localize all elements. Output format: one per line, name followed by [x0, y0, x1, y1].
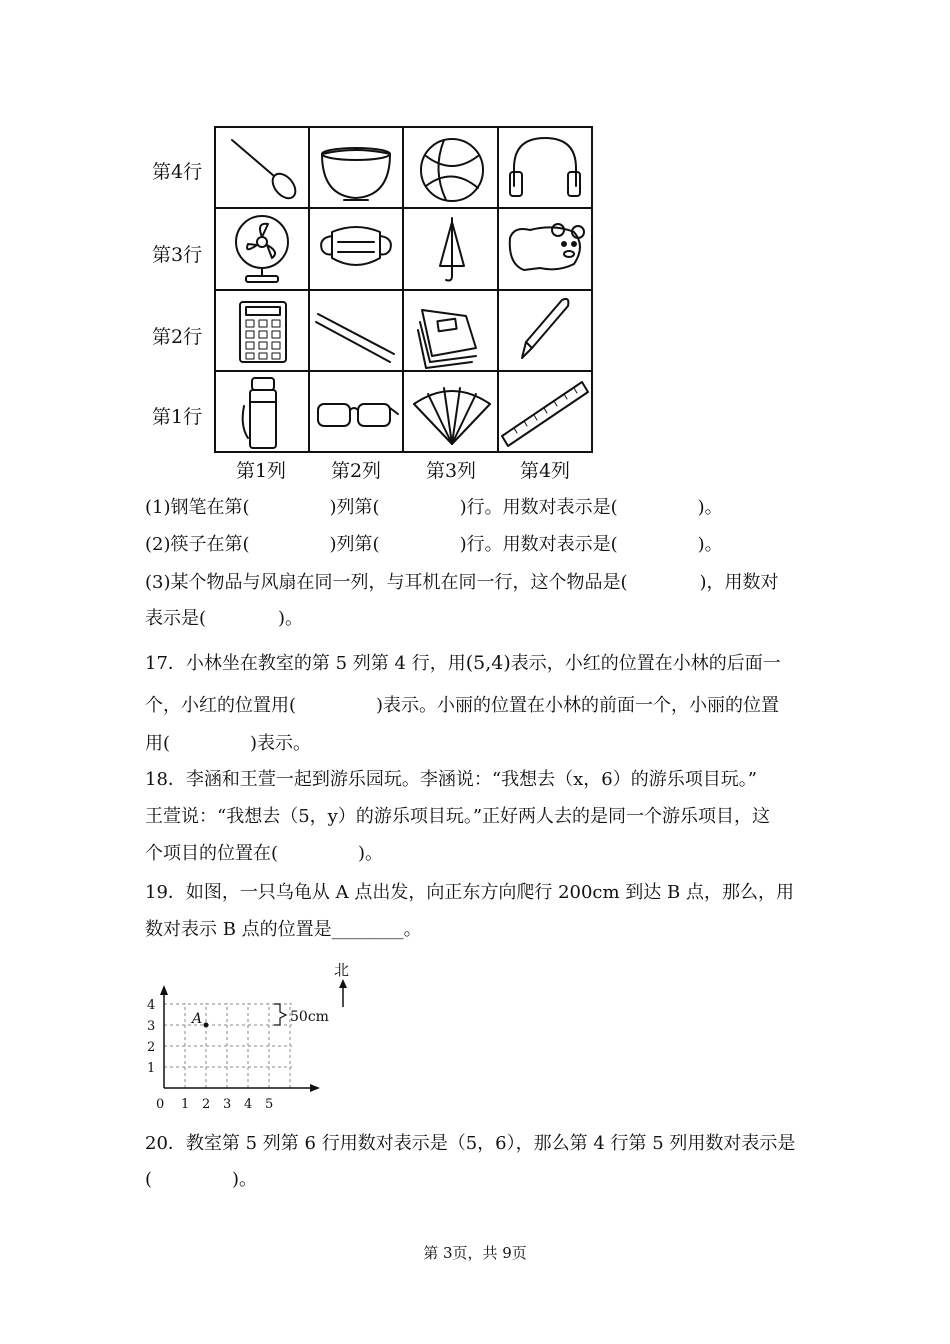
q18-line2: 王萱说：“我想去（5，y）的游乐项目玩。”正好两人去的是同一个游乐项目，这 [145, 806, 771, 827]
y-tick-label: 3 [147, 1019, 156, 1034]
folding-fan-icon [414, 388, 490, 444]
ball-icon [421, 139, 483, 201]
x-tick-label: 4 [244, 1097, 253, 1112]
row-label: 第2行 [152, 326, 203, 348]
chopsticks-icon [316, 314, 394, 362]
col-label: 第4列 [519, 460, 571, 482]
page-footer: 第 3页，共 9页 [423, 1244, 527, 1262]
bear-icon [510, 224, 584, 270]
point-a-label: A [192, 1011, 203, 1027]
q17-line2: 个，小红的位置用( )表示。小丽的位置在小林的前面一个，小丽的位置 [145, 695, 780, 716]
row-label: 第4行 [152, 161, 203, 183]
headphones-icon [510, 138, 580, 196]
y-tick-label: 4 [147, 998, 156, 1013]
coordinate-pair: (5,4) [465, 652, 511, 674]
q19-line2: 数对表示 B 点的位置是________。 [145, 919, 422, 940]
umbrella-icon [440, 218, 464, 281]
q16-part2: (2)筷子在第( )列第( )行。用数对表示是( )。 [145, 534, 723, 555]
object-grid [214, 126, 594, 454]
book-icon [418, 310, 476, 368]
col-label: 第1列 [235, 460, 287, 482]
answer-blank[interactable]: ________ [331, 919, 404, 940]
x-tick-label: 0 [156, 1097, 165, 1112]
x-tick-label: 1 [181, 1097, 190, 1112]
q16-part3-cont: 表示是( )。 [145, 608, 304, 629]
q17-line3: 用( )表示。 [145, 733, 312, 754]
scale-label: 50cm [290, 1009, 329, 1025]
calculator-icon [240, 302, 286, 362]
mask-icon [321, 227, 391, 265]
ruler-icon [502, 382, 588, 446]
q20-line1: 20．教室第 5 列第 6 行用数对表示是（5，6），那么第 4 行第 5 列用数对表示是 [145, 1133, 796, 1154]
scale-bracket [274, 1004, 286, 1025]
thermos-icon [243, 378, 276, 448]
y-tick-label: 2 [147, 1040, 156, 1055]
north-arrow-icon [339, 979, 347, 1007]
pen-icon [522, 299, 568, 358]
bowl-icon [322, 148, 390, 200]
q16-part3: (3)某个物品与风扇在同一列，与耳机在同一行，这个物品是( )，用数对 [145, 572, 779, 593]
glasses-icon [318, 404, 398, 426]
row-label: 第1行 [152, 406, 203, 428]
x-tick-label: 3 [223, 1097, 232, 1112]
q20-line2: ( )。 [145, 1169, 258, 1190]
point-a [204, 1023, 209, 1028]
q19-line1: 19．如图，一只乌龟从 A 点出发，向正东方向爬行 200cm 到达 B 点，那么，用 [145, 882, 794, 903]
x-tick-label: 5 [265, 1097, 274, 1112]
q18-line3: 个项目的位置在( )。 [145, 843, 384, 864]
col-label: 第2列 [330, 460, 382, 482]
q18-line1: 18．李涵和王萱一起到游乐园玩。李涵说：“我想去（x，6）的游乐项目玩。” [145, 769, 757, 790]
row-label: 第3行 [152, 244, 203, 266]
q17-line1: 17．小林坐在教室的第 5 列第 4 行，用(5,4)表示，小红的位置在小林的后面一 [145, 652, 781, 674]
q19-coordinate-figure [140, 955, 350, 1120]
col-label: 第3列 [425, 460, 477, 482]
north-label: 北 [334, 961, 350, 979]
q16-part1: (1)钢笔在第( )列第( )行。用数对表示是( )。 [145, 497, 723, 518]
fan-icon [236, 216, 288, 282]
x-tick-label: 2 [202, 1097, 211, 1112]
spoon-icon [232, 140, 300, 203]
y-tick-label: 1 [147, 1061, 156, 1076]
